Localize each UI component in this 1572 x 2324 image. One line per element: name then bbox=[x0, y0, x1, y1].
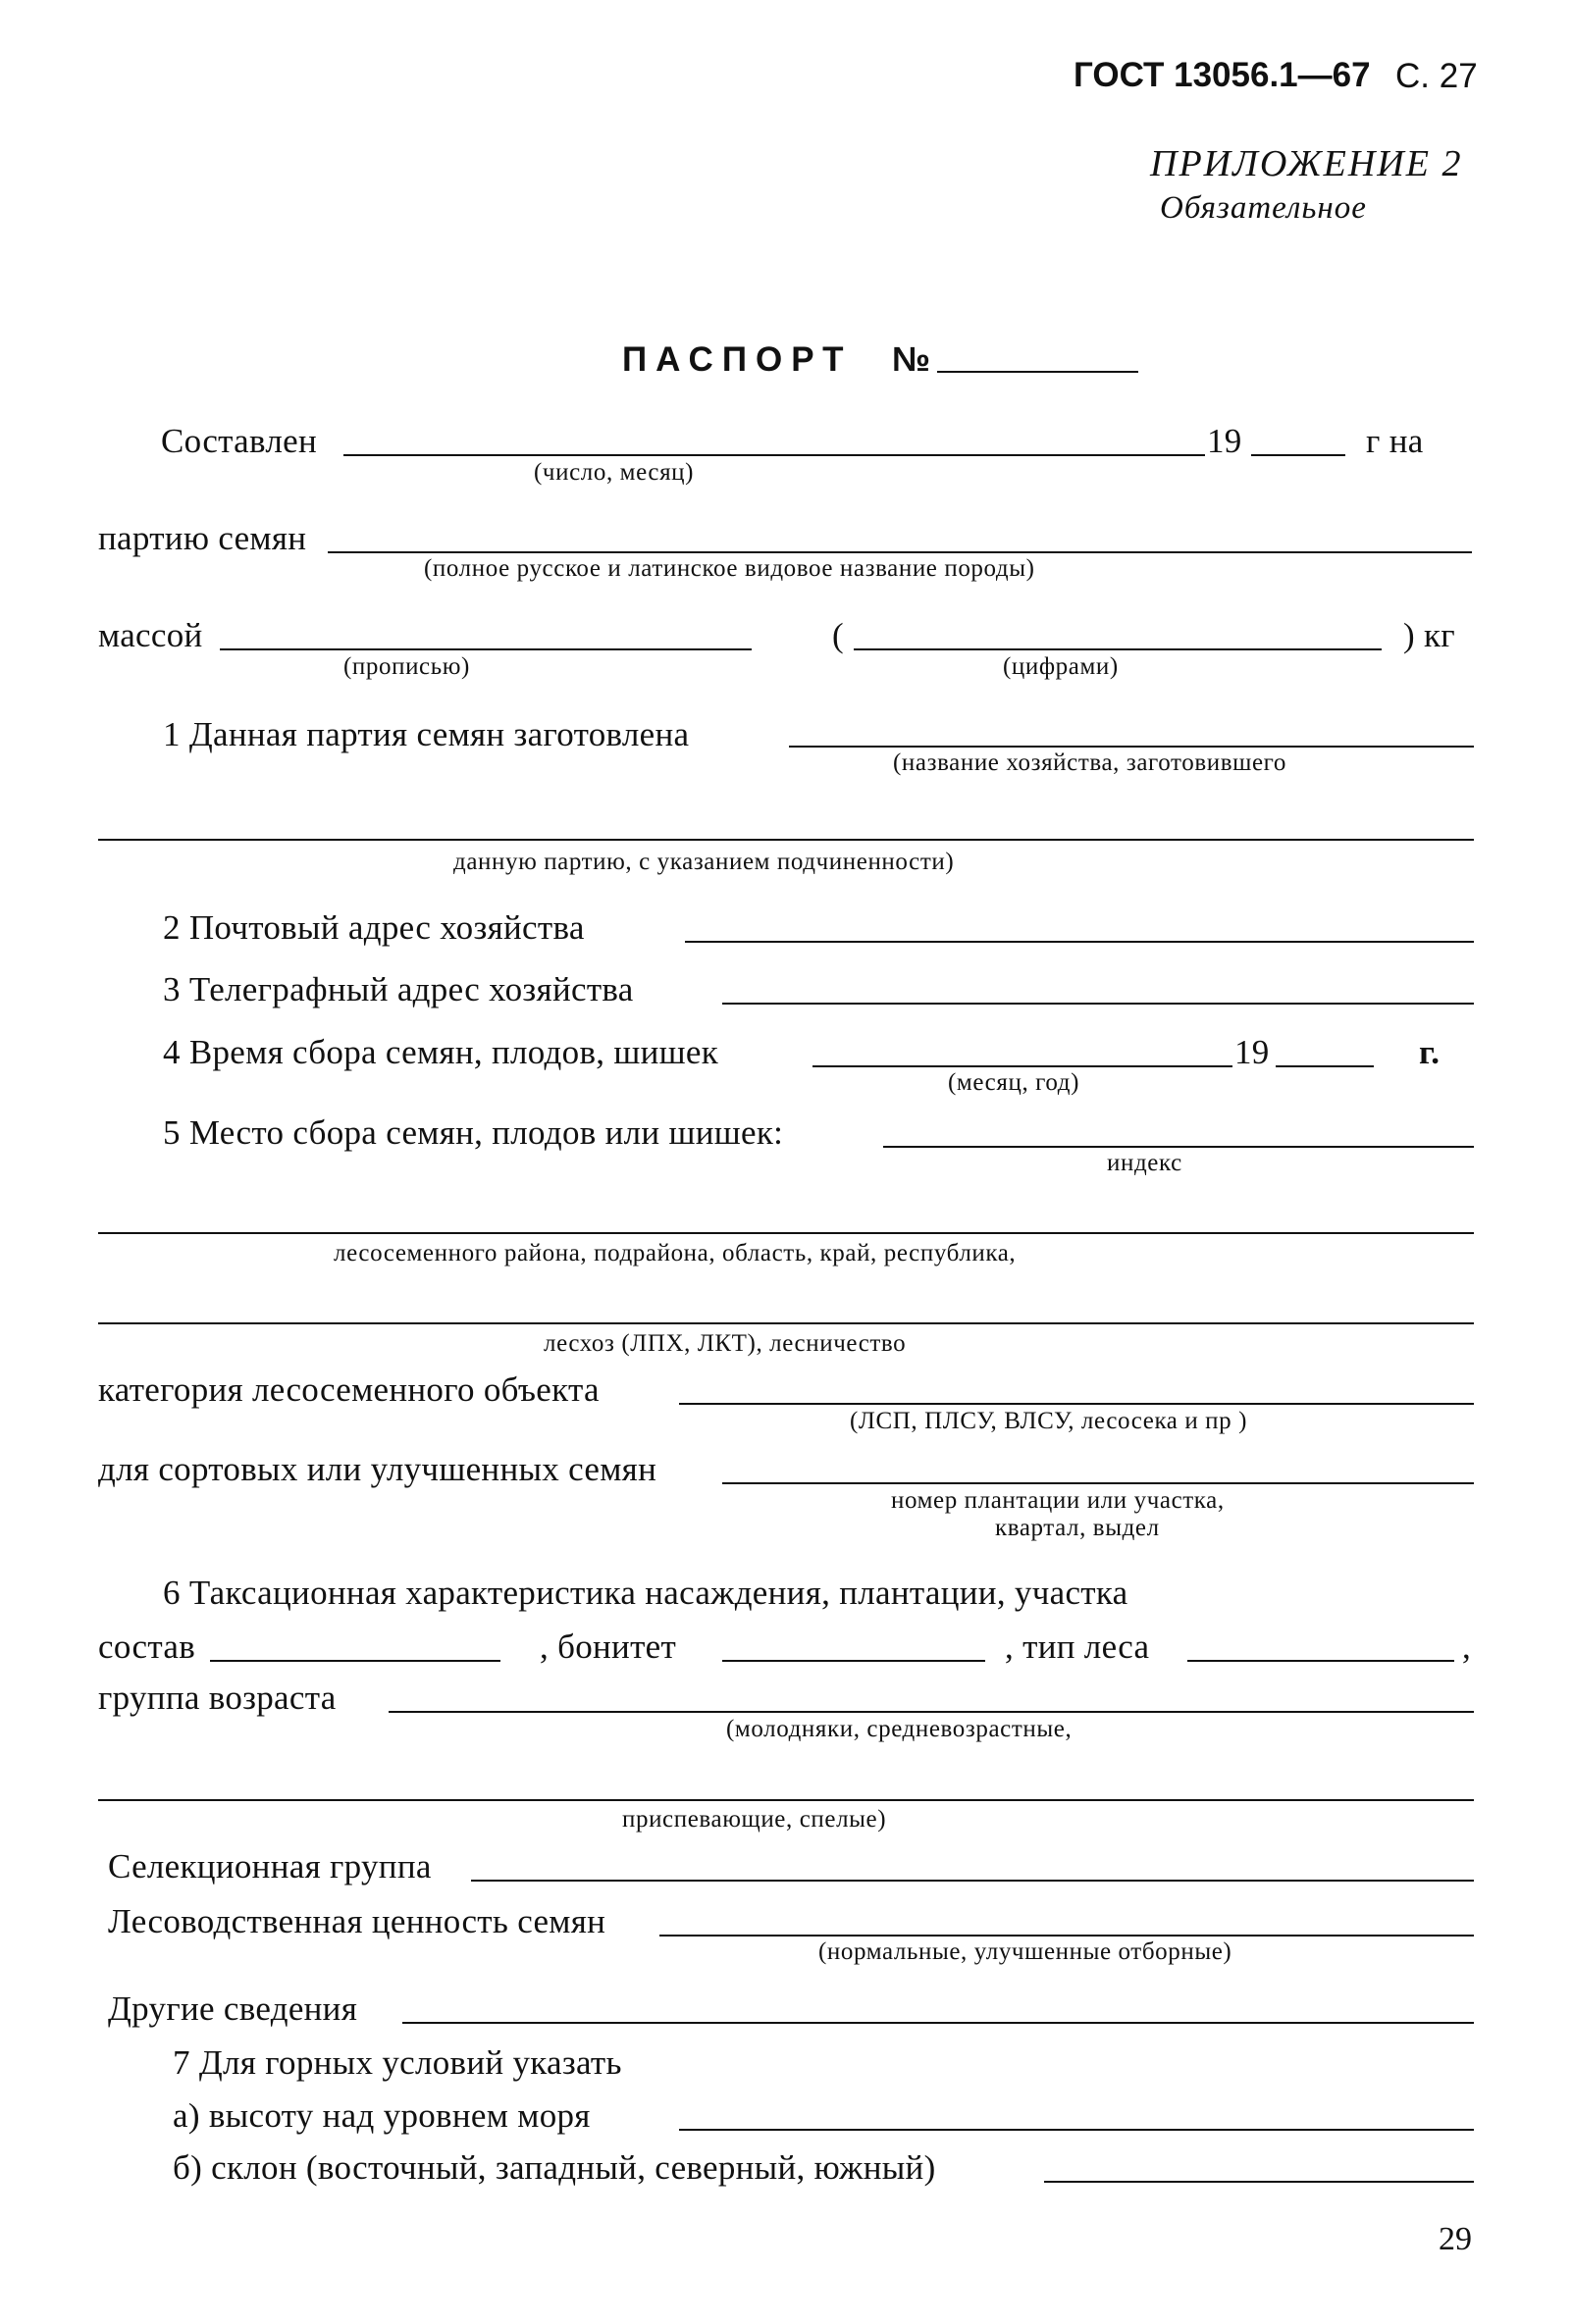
region-caption: лесосеменного района, подрайона, область, край, республика, bbox=[334, 1240, 1017, 1266]
item-2-line bbox=[685, 941, 1474, 943]
selection-group-line bbox=[471, 1880, 1474, 1882]
silvic-caption: (нормальные, улучшенные отборные) bbox=[818, 1938, 1232, 1965]
mass-digits-line bbox=[854, 648, 1382, 650]
forest-type-label: , тип леса bbox=[1005, 1627, 1150, 1666]
category-line bbox=[679, 1403, 1474, 1405]
item-1-label: 1 Данная партия семян заготовлена bbox=[163, 715, 690, 753]
silvic-value-label: Лесоводственная ценность семян bbox=[108, 1902, 606, 1940]
mass-words-line bbox=[220, 648, 752, 650]
age-group-line bbox=[389, 1711, 1474, 1713]
number-sign: № bbox=[892, 340, 931, 379]
composition-line bbox=[210, 1660, 500, 1662]
appendix-subtitle: Обязательное bbox=[1160, 190, 1367, 226]
item-7-label: 7 Для горных условий указать bbox=[173, 2043, 622, 2082]
date-line bbox=[343, 454, 1205, 456]
compiled-label: Составлен bbox=[161, 422, 318, 460]
leshoz-line bbox=[98, 1322, 1474, 1324]
item-1-line bbox=[789, 746, 1474, 748]
index-caption: индекс bbox=[1107, 1150, 1182, 1176]
paren-open: ( bbox=[832, 616, 844, 654]
year-suffix-label: г на bbox=[1366, 422, 1424, 460]
silvic-value-line bbox=[659, 1935, 1474, 1937]
item-2-label: 2 Почтовый адрес хозяйства bbox=[163, 908, 585, 947]
item-3-label: 3 Телеграфный адрес хозяйства bbox=[163, 970, 634, 1008]
year-line bbox=[1251, 454, 1345, 456]
varietal-label: для сортовых или улучшенных семян bbox=[98, 1450, 657, 1488]
item-7b-line bbox=[1044, 2181, 1474, 2183]
age-group-label: группа возраста bbox=[98, 1678, 337, 1717]
age-caption-2: приспевающие, спелые) bbox=[622, 1806, 887, 1833]
species-caption: (полное русское и латинское видовое название породы) bbox=[424, 555, 1035, 582]
item-5-line bbox=[883, 1146, 1474, 1148]
bonitet-line bbox=[722, 1660, 985, 1662]
date-caption: (число, месяц) bbox=[534, 459, 695, 486]
plantation-caption-2: квартал, выдел bbox=[995, 1515, 1160, 1541]
farm-caption-2: данную партию, с указанием подчиненности) bbox=[453, 849, 955, 875]
selection-group-label: Селекционная группа bbox=[108, 1847, 432, 1885]
mass-label: массой bbox=[98, 616, 203, 654]
trailing-comma: , bbox=[1462, 1627, 1472, 1666]
seed-lot-line bbox=[328, 551, 1472, 553]
item-7b-label: б) склон (восточный, западный, северный, южный) bbox=[173, 2148, 936, 2187]
item-3-line bbox=[722, 1003, 1474, 1005]
leshoz-caption: лесхоз (ЛПХ, ЛКТ), лесничество bbox=[544, 1330, 907, 1357]
seed-lot-label: партию семян bbox=[98, 519, 307, 557]
month-year-caption: (месяц, год) bbox=[948, 1069, 1079, 1096]
digits-caption: (цифрами) bbox=[1003, 653, 1119, 680]
age-group-line-2 bbox=[98, 1799, 1474, 1801]
item-4-year-line bbox=[1276, 1065, 1374, 1067]
item-7a-line bbox=[679, 2129, 1474, 2131]
category-caption: (ЛСП, ПЛСУ, ВЛСУ, лесосека и пр ) bbox=[850, 1408, 1248, 1434]
page-number: 29 bbox=[1439, 2221, 1472, 2257]
composition-label: состав bbox=[98, 1627, 196, 1666]
item-4-g: г. bbox=[1419, 1033, 1441, 1071]
passport-number-line bbox=[937, 371, 1138, 373]
forest-type-line bbox=[1187, 1660, 1454, 1662]
region-line bbox=[98, 1232, 1474, 1234]
kg-label: ) кг bbox=[1403, 616, 1455, 654]
words-caption: (прописью) bbox=[343, 653, 470, 680]
age-caption-1: (молодняки, средневозрастные, bbox=[726, 1716, 1073, 1742]
item-4-label: 4 Время сбора семян, плодов, шишек bbox=[163, 1033, 719, 1071]
category-label: категория лесосеменного объекта bbox=[98, 1370, 600, 1409]
item-1-line-2 bbox=[98, 839, 1474, 841]
passport-title: ПАСПОРТ bbox=[622, 340, 853, 379]
item-4-month-line bbox=[812, 1065, 1232, 1067]
other-info-label: Другие сведения bbox=[108, 1989, 358, 2028]
appendix-title: ПРИЛОЖЕНИЕ 2 bbox=[1150, 143, 1463, 184]
varietal-line bbox=[722, 1482, 1474, 1484]
item-7a-label: а) высоту над уровнем моря bbox=[173, 2096, 591, 2135]
item-6-label: 6 Таксационная характеристика насаждения, плантации, участка bbox=[163, 1574, 1128, 1612]
plantation-caption-1: номер плантации или участка, bbox=[891, 1487, 1225, 1514]
document-code: ГОСТ 13056.1—67 bbox=[1074, 56, 1371, 94]
header-page-number: С. 27 bbox=[1395, 57, 1478, 95]
item-4-year-prefix: 19 bbox=[1234, 1033, 1270, 1071]
year-prefix: 19 bbox=[1207, 422, 1242, 460]
farm-caption-1: (название хозяйства, заготовившего bbox=[893, 749, 1286, 776]
other-info-line bbox=[402, 2022, 1474, 2024]
bonitet-label: , бонитет bbox=[540, 1627, 677, 1666]
item-5-label: 5 Место сбора семян, плодов или шишек: bbox=[163, 1113, 784, 1152]
